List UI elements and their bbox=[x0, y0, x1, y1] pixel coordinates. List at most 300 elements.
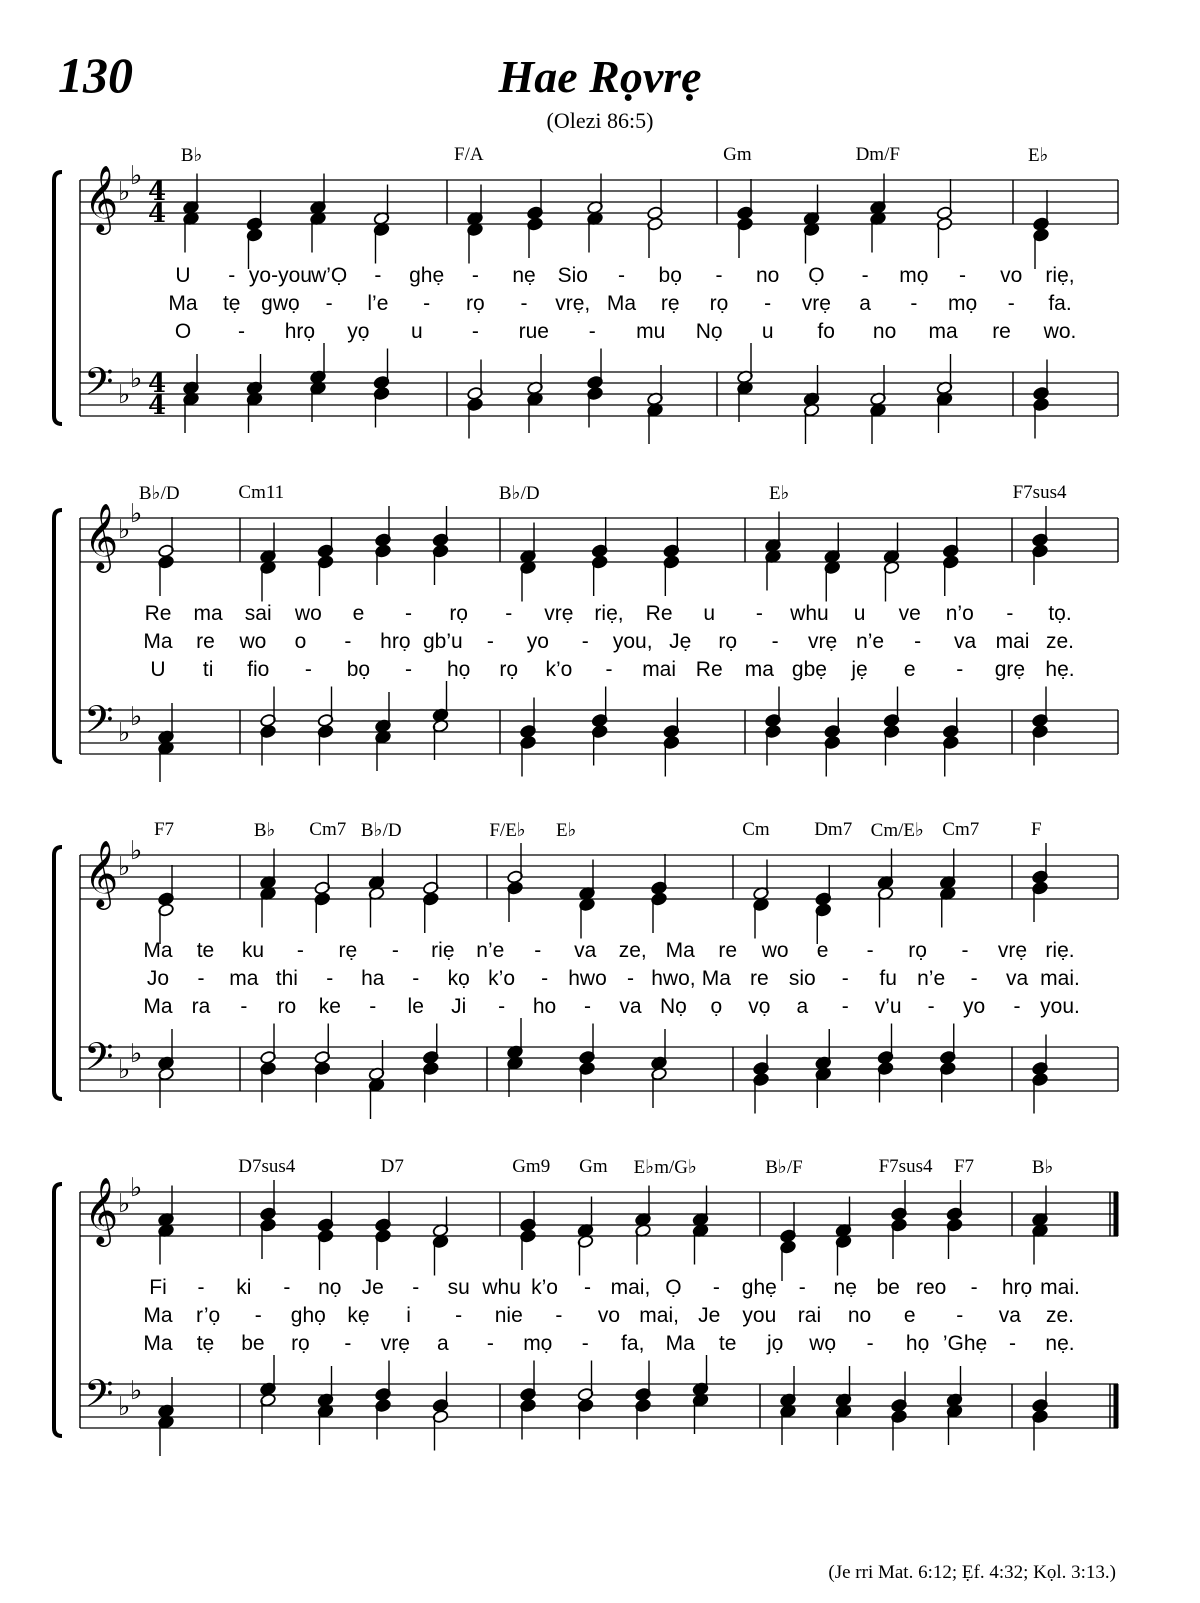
treble-note bbox=[1032, 843, 1049, 884]
bass-note bbox=[375, 1398, 392, 1439]
chord-symbol: E♭ bbox=[768, 483, 790, 504]
treble-staff bbox=[80, 1173, 1118, 1247]
lyric-syllable: ze. bbox=[1045, 630, 1075, 653]
bass-note bbox=[946, 1366, 963, 1407]
lyric-syllable: u bbox=[703, 602, 716, 625]
bass-note bbox=[432, 681, 449, 722]
lyric-syllable: re bbox=[196, 630, 215, 653]
bass-note bbox=[891, 1372, 908, 1413]
lyric-syllable: yo-you bbox=[248, 264, 312, 287]
treble-note bbox=[647, 179, 664, 220]
treble-note bbox=[507, 843, 524, 884]
lyric-syllable: you bbox=[742, 1304, 777, 1327]
lyric-syllable: whu bbox=[790, 602, 829, 625]
flat-icon: ♭ bbox=[130, 1173, 143, 1203]
bass-note bbox=[1032, 1035, 1049, 1076]
lyric-syllable: Jo bbox=[146, 967, 170, 990]
chord-symbol: E♭m/G♭ bbox=[633, 1157, 697, 1178]
bass-note bbox=[1032, 724, 1049, 765]
score-system-2 bbox=[0, 478, 1200, 808]
lyric-syllable: wo bbox=[761, 939, 789, 962]
bass-note bbox=[246, 392, 263, 433]
lyric-syllable: gbẹ bbox=[791, 658, 827, 681]
bass-note bbox=[835, 1366, 852, 1407]
lyric-hyphen: - bbox=[1007, 292, 1015, 315]
treble-note bbox=[1033, 228, 1050, 269]
lyric-syllable: you. bbox=[1040, 995, 1080, 1018]
lyric-syllable: vo bbox=[597, 1304, 621, 1327]
bass-note bbox=[946, 1404, 963, 1445]
bass-note bbox=[317, 724, 334, 765]
lyric-hyphen: - bbox=[961, 939, 969, 962]
lyric-syllable: no bbox=[755, 264, 780, 287]
chord-symbol: B♭ bbox=[1031, 1157, 1054, 1178]
hymn-scripture-reference: (Olezi 86:5) bbox=[546, 108, 654, 133]
lyric-syllable: jọ bbox=[766, 1332, 784, 1355]
lyric-syllable: re bbox=[749, 967, 769, 990]
lyric-hyphen: - bbox=[910, 292, 918, 315]
bass-note bbox=[260, 1061, 277, 1102]
chord-symbol: Cm/E♭ bbox=[870, 820, 924, 841]
lyric-syllable: Ma bbox=[665, 939, 695, 962]
treble-note bbox=[422, 892, 439, 933]
lyric-hyphen: - bbox=[505, 602, 513, 625]
bass-note bbox=[520, 1398, 537, 1439]
bass-note bbox=[527, 354, 544, 395]
chord-symbol: B♭/F bbox=[765, 1157, 803, 1178]
lyric-syllable: n’o bbox=[945, 602, 974, 625]
lyric-syllable: n’e bbox=[476, 939, 505, 962]
treble-note bbox=[780, 1202, 797, 1243]
chord-symbol: Dm/F bbox=[855, 144, 900, 165]
treble-note bbox=[507, 881, 524, 922]
lyric-hyphen: - bbox=[455, 1304, 463, 1327]
bass-note bbox=[883, 724, 900, 765]
lyric-syllable: ze, bbox=[618, 939, 647, 962]
treble-note bbox=[692, 1223, 709, 1264]
bass-note bbox=[579, 1061, 596, 1102]
bass-note bbox=[815, 1067, 832, 1108]
lyric-syllable: rọ bbox=[908, 939, 927, 962]
chord-symbol: Gm bbox=[579, 1156, 608, 1177]
lyric-syllable: grẹ bbox=[994, 658, 1026, 681]
lyric-hyphen: - bbox=[254, 1304, 262, 1327]
lyric-hyphen: - bbox=[344, 1332, 352, 1355]
lyric-syllable: vọ bbox=[748, 995, 771, 1018]
treble-note bbox=[824, 560, 841, 601]
treble-note bbox=[317, 555, 334, 596]
bass-note bbox=[260, 1355, 277, 1396]
treble-note bbox=[737, 217, 754, 258]
lyric-syllable: mọ bbox=[523, 1332, 553, 1355]
treble-note bbox=[942, 517, 959, 558]
lyric-syllable: u bbox=[853, 602, 866, 625]
bass-note bbox=[158, 1067, 175, 1108]
treble-note bbox=[375, 1191, 392, 1232]
lyric-syllable: ghẹ bbox=[409, 264, 445, 287]
lyric-hyphen: - bbox=[344, 630, 352, 653]
lyric-syllable: Ma bbox=[143, 630, 173, 653]
lyric-hyphen: - bbox=[412, 967, 420, 990]
treble-note bbox=[260, 560, 277, 601]
lyric-hyphen: - bbox=[405, 602, 413, 625]
lyric-syllable: hwo, bbox=[651, 967, 696, 990]
lyric-syllable: Ma bbox=[143, 1304, 173, 1327]
lyric-syllable: Ma bbox=[606, 292, 637, 315]
chord-symbol: F7 bbox=[153, 819, 175, 840]
lyric-hyphen: - bbox=[369, 995, 377, 1018]
lyric-syllable: Ma bbox=[143, 995, 173, 1018]
treble-staff bbox=[80, 161, 1118, 235]
lyric-hyphen: - bbox=[1009, 1332, 1017, 1355]
lyric-hyphen: - bbox=[228, 264, 236, 287]
lyric-syllable: fa, bbox=[621, 1332, 645, 1355]
lyric-syllable: be bbox=[241, 1332, 265, 1355]
lyric-syllable: vrẹ, bbox=[555, 292, 591, 315]
chord-symbol: B♭ bbox=[253, 820, 276, 841]
bass-note bbox=[803, 365, 820, 406]
lyric-hyphen: - bbox=[588, 320, 596, 343]
treble-note bbox=[663, 555, 680, 596]
bass-note bbox=[780, 1404, 797, 1445]
bass-note bbox=[939, 1061, 956, 1102]
lyric-syllable: e bbox=[903, 1304, 916, 1327]
bass-note bbox=[422, 1024, 439, 1065]
lyric-syllable: a bbox=[796, 995, 809, 1018]
bass-note bbox=[587, 349, 604, 390]
lyric-syllable: rue bbox=[518, 320, 549, 343]
lyric-syllable: nọ bbox=[318, 1276, 342, 1299]
time-signature: 4 bbox=[148, 199, 167, 229]
lyric-syllable: nẹ bbox=[833, 1276, 857, 1299]
treble-note bbox=[246, 190, 263, 231]
lyric-syllable: Re bbox=[144, 602, 172, 625]
bass-note bbox=[647, 403, 664, 444]
treble-note bbox=[368, 886, 385, 927]
treble-note bbox=[936, 217, 953, 258]
bass-note bbox=[317, 1366, 334, 1407]
lyric-syllable: l’e bbox=[367, 292, 389, 315]
lyric-syllable: Re bbox=[645, 602, 673, 625]
treble-note bbox=[815, 903, 832, 944]
bass-note bbox=[1032, 1372, 1049, 1413]
lyric-hyphen: - bbox=[304, 658, 312, 681]
lyric-syllable: vrẹ bbox=[801, 292, 831, 315]
bass-note bbox=[1032, 1072, 1049, 1113]
lyric-syllable: rọ bbox=[499, 658, 519, 681]
lyric-hyphen: - bbox=[581, 630, 589, 653]
lyric-syllable: Jẹ bbox=[669, 630, 692, 653]
lyric-syllable: riẹ bbox=[431, 939, 455, 962]
lyric-hyphen: - bbox=[626, 967, 634, 990]
bass-note bbox=[158, 703, 175, 744]
lyric-hyphen: - bbox=[914, 630, 922, 653]
lyric-syllable: Ma bbox=[143, 1332, 173, 1355]
flat-icon: ♭ bbox=[130, 702, 143, 732]
lyric-syllable: be bbox=[876, 1276, 900, 1299]
lyric-syllable: a bbox=[859, 292, 871, 315]
treble-note bbox=[183, 211, 200, 252]
lyric-hyphen: - bbox=[970, 1276, 978, 1299]
lyric-syllable: nie bbox=[494, 1304, 523, 1327]
bass-note bbox=[373, 386, 390, 427]
bass-note bbox=[936, 354, 953, 395]
treble-note bbox=[467, 222, 484, 263]
treble-staff bbox=[80, 836, 1118, 910]
lyric-syllable: riẹ, bbox=[594, 602, 624, 625]
lyric-syllable: hrọ bbox=[1001, 1276, 1033, 1299]
flat-icon: ♭ bbox=[118, 515, 131, 545]
bass-note bbox=[310, 343, 327, 384]
lyric-syllable: u bbox=[411, 320, 423, 343]
chord-symbol: Gm bbox=[723, 144, 752, 165]
bass-note bbox=[577, 1398, 594, 1439]
bass-note bbox=[467, 397, 484, 438]
chord-symbol: F7sus4 bbox=[878, 1156, 933, 1177]
treble-note bbox=[158, 1223, 175, 1264]
bass-note bbox=[883, 687, 900, 728]
flat-icon: ♭ bbox=[118, 1392, 131, 1422]
bass-note bbox=[939, 1024, 956, 1065]
lyric-syllable: Je bbox=[698, 1304, 721, 1327]
lyric-syllable: fa. bbox=[1048, 292, 1072, 315]
lyric-syllable: gwọ bbox=[261, 292, 300, 315]
treble-note bbox=[1032, 881, 1049, 922]
treble-note bbox=[520, 1229, 537, 1270]
lyric-syllable: hrọ bbox=[284, 320, 316, 343]
lyric-hyphen: - bbox=[959, 264, 967, 287]
treble-note bbox=[635, 1223, 652, 1264]
treble-note bbox=[891, 1180, 908, 1221]
lyric-hyphen: - bbox=[927, 995, 935, 1018]
lyric-hyphen: - bbox=[956, 1304, 964, 1327]
lyric-syllable: ro bbox=[277, 995, 297, 1018]
bass-note bbox=[651, 1029, 668, 1070]
flat-icon: ♭ bbox=[118, 852, 131, 882]
lyric-hyphen: - bbox=[486, 1332, 494, 1355]
treble-note bbox=[432, 544, 449, 585]
lyric-hyphen: - bbox=[771, 630, 779, 653]
treble-note bbox=[946, 1218, 963, 1259]
lyric-syllable: te bbox=[196, 939, 215, 962]
bass-note bbox=[317, 1404, 334, 1445]
score-system-1 bbox=[0, 140, 1200, 470]
lyric-hyphen: - bbox=[374, 264, 382, 287]
lyric-syllable: o bbox=[294, 630, 307, 653]
lyric-syllable: le bbox=[407, 995, 424, 1018]
lyric-hyphen: - bbox=[866, 1332, 874, 1355]
lyric-syllable: rẹ bbox=[338, 939, 358, 962]
lyric-hyphen: - bbox=[618, 264, 625, 287]
lyric-hyphen: - bbox=[412, 1276, 420, 1299]
lyric-hyphen: - bbox=[486, 630, 494, 653]
lyric-syllable: mọ bbox=[947, 292, 978, 315]
treble-note bbox=[260, 1218, 277, 1259]
lyric-syllable: fio bbox=[247, 658, 270, 681]
treble-note bbox=[651, 854, 668, 895]
treble-note bbox=[883, 560, 900, 601]
bass-note bbox=[753, 1035, 770, 1076]
bass-note bbox=[432, 1409, 449, 1450]
lyric-syllable: va bbox=[953, 630, 977, 653]
footer-bible-references: (Je rri Mat. 6:12; Ẹf. 4:32; Kọl. 3:13.) bbox=[828, 1562, 1116, 1583]
bass-note bbox=[635, 1361, 652, 1402]
lyric-syllable: Nọ bbox=[695, 320, 723, 343]
lyric-syllable: wọ bbox=[809, 1332, 837, 1355]
bass-note bbox=[815, 1029, 832, 1070]
bass-note bbox=[373, 349, 390, 390]
bass-note bbox=[260, 724, 277, 765]
flat-icon: ♭ bbox=[130, 364, 143, 394]
chord-symbol: F/E♭ bbox=[489, 820, 526, 841]
chord-symbol: Gm9 bbox=[512, 1156, 551, 1177]
flat-icon: ♭ bbox=[118, 177, 131, 207]
treble-note bbox=[314, 892, 331, 933]
treble-note bbox=[373, 222, 390, 263]
bass-note bbox=[877, 1061, 894, 1102]
flat-icon: ♭ bbox=[118, 1055, 131, 1085]
lyric-verse-1 bbox=[0, 602, 1200, 628]
bass-note bbox=[587, 386, 604, 427]
bass-note bbox=[651, 1067, 668, 1108]
chord-symbol: Cm11 bbox=[238, 482, 285, 503]
bass-note bbox=[824, 698, 841, 739]
lyric-syllable: hwo bbox=[568, 967, 607, 990]
bass-note bbox=[647, 365, 664, 406]
lyric-verse-1 bbox=[0, 264, 1200, 290]
lyric-syllable: nẹ. bbox=[1045, 1332, 1075, 1355]
bass-clef-icon: 𝄢 bbox=[84, 359, 114, 413]
chord-symbol: Dm7 bbox=[814, 819, 853, 840]
lyric-hyphen: - bbox=[520, 292, 528, 315]
treble-note bbox=[942, 555, 959, 596]
lyric-syllable: O bbox=[174, 320, 192, 343]
bass-note bbox=[467, 360, 484, 401]
lyric-hyphen: - bbox=[541, 967, 549, 990]
bass-note bbox=[835, 1404, 852, 1445]
lyric-syllable: ke bbox=[318, 995, 341, 1018]
lyric-hyphen: - bbox=[970, 967, 978, 990]
treble-note bbox=[891, 1218, 908, 1259]
lyric-syllable: thi bbox=[275, 967, 298, 990]
lyric-syllable: vrẹ bbox=[808, 630, 838, 653]
lyric-syllable: rẹ bbox=[660, 292, 680, 315]
hymn-number: 130 bbox=[58, 47, 133, 103]
lyric-syllable: vrẹ bbox=[997, 939, 1028, 962]
bass-note bbox=[692, 1355, 709, 1396]
bass-note bbox=[877, 1024, 894, 1065]
lyric-hyphen: - bbox=[861, 264, 869, 287]
treble-clef-icon: 𝄞 bbox=[84, 1176, 119, 1244]
lyric-syllable: rai bbox=[797, 1304, 822, 1327]
lyric-syllable: re bbox=[992, 320, 1011, 343]
lyric-hyphen: - bbox=[325, 292, 333, 315]
bass-note bbox=[663, 735, 680, 776]
bass-note bbox=[1033, 360, 1050, 401]
lyric-syllable: mai bbox=[642, 658, 677, 681]
lyric-syllable: họ bbox=[446, 658, 471, 681]
score-system-3 bbox=[0, 815, 1200, 1145]
treble-note bbox=[1032, 506, 1049, 547]
bass-note bbox=[158, 1029, 175, 1070]
lyric-hyphen: - bbox=[326, 967, 334, 990]
flat-icon: ♭ bbox=[130, 499, 143, 529]
lyric-syllable: va bbox=[574, 939, 597, 962]
lyric-syllable: ghẹ bbox=[741, 1276, 777, 1299]
bass-note bbox=[663, 698, 680, 739]
treble-note bbox=[803, 222, 820, 263]
lyric-hyphen: - bbox=[712, 1276, 720, 1299]
lyric-syllable: mu bbox=[636, 320, 666, 343]
lyric-syllable: wo bbox=[294, 602, 322, 625]
bass-note bbox=[314, 1024, 331, 1065]
lyric-syllable: rọ bbox=[449, 602, 468, 625]
lyric-hyphen: - bbox=[798, 1276, 806, 1299]
lyric-syllable: mai bbox=[995, 630, 1030, 653]
lyric-hyphen: - bbox=[1006, 602, 1014, 625]
lyric-syllable: Nọ bbox=[659, 995, 687, 1018]
lyric-syllable: ki bbox=[236, 1276, 252, 1299]
lyric-syllable: ọ bbox=[710, 995, 723, 1018]
lyric-syllable: Ma bbox=[701, 967, 731, 990]
treble-note bbox=[1032, 1223, 1049, 1264]
time-signature: 4 bbox=[148, 391, 167, 421]
bass-note bbox=[1032, 1409, 1049, 1450]
bass-note bbox=[183, 392, 200, 433]
bass-note bbox=[246, 354, 263, 395]
treble-note bbox=[260, 1180, 277, 1221]
bass-note bbox=[422, 1061, 439, 1102]
lyric-syllable: Ma bbox=[168, 292, 198, 315]
lyric-syllable: va bbox=[998, 1304, 1021, 1327]
lyric-syllable: jẹ bbox=[851, 658, 868, 681]
lyric-hyphen: - bbox=[1013, 995, 1021, 1018]
lyric-syllable: Je bbox=[361, 1276, 384, 1299]
lyric-syllable: ra bbox=[191, 995, 211, 1018]
treble-note bbox=[317, 517, 334, 558]
lyric-syllable: bọ bbox=[346, 658, 371, 681]
treble-note bbox=[647, 217, 664, 258]
bass-note bbox=[520, 698, 537, 739]
lyric-syllable: nẹ bbox=[512, 264, 536, 287]
treble-note bbox=[737, 179, 754, 220]
bass-note bbox=[368, 1078, 385, 1119]
lyric-verse-3 bbox=[0, 995, 1200, 1021]
time-signature: 4 bbox=[148, 369, 167, 399]
lyric-syllable: Ma bbox=[143, 939, 173, 962]
lyric-syllable: you, bbox=[612, 630, 653, 653]
lyric-hyphen: - bbox=[755, 602, 763, 625]
bass-note bbox=[1033, 397, 1050, 438]
bass-note bbox=[870, 403, 887, 444]
lyric-syllable: riẹ, bbox=[1045, 264, 1075, 287]
lyric-syllable: vrẹ bbox=[544, 602, 574, 625]
flat-icon: ♭ bbox=[118, 380, 131, 410]
lyric-verse-1 bbox=[0, 1276, 1200, 1302]
bass-note bbox=[375, 1361, 392, 1402]
flat-icon: ♭ bbox=[130, 161, 143, 191]
bass-note bbox=[520, 1361, 537, 1402]
bass-note bbox=[803, 403, 820, 444]
bass-note bbox=[158, 1415, 175, 1456]
lyric-verse-2 bbox=[0, 292, 1200, 318]
lyric-hyphen: - bbox=[240, 995, 248, 1018]
lyric-syllable: fu bbox=[879, 967, 897, 990]
treble-note bbox=[432, 1234, 449, 1275]
lyric-syllable: Ọ bbox=[808, 264, 825, 287]
bass-note bbox=[183, 354, 200, 395]
lyric-syllable: ku bbox=[241, 939, 265, 962]
